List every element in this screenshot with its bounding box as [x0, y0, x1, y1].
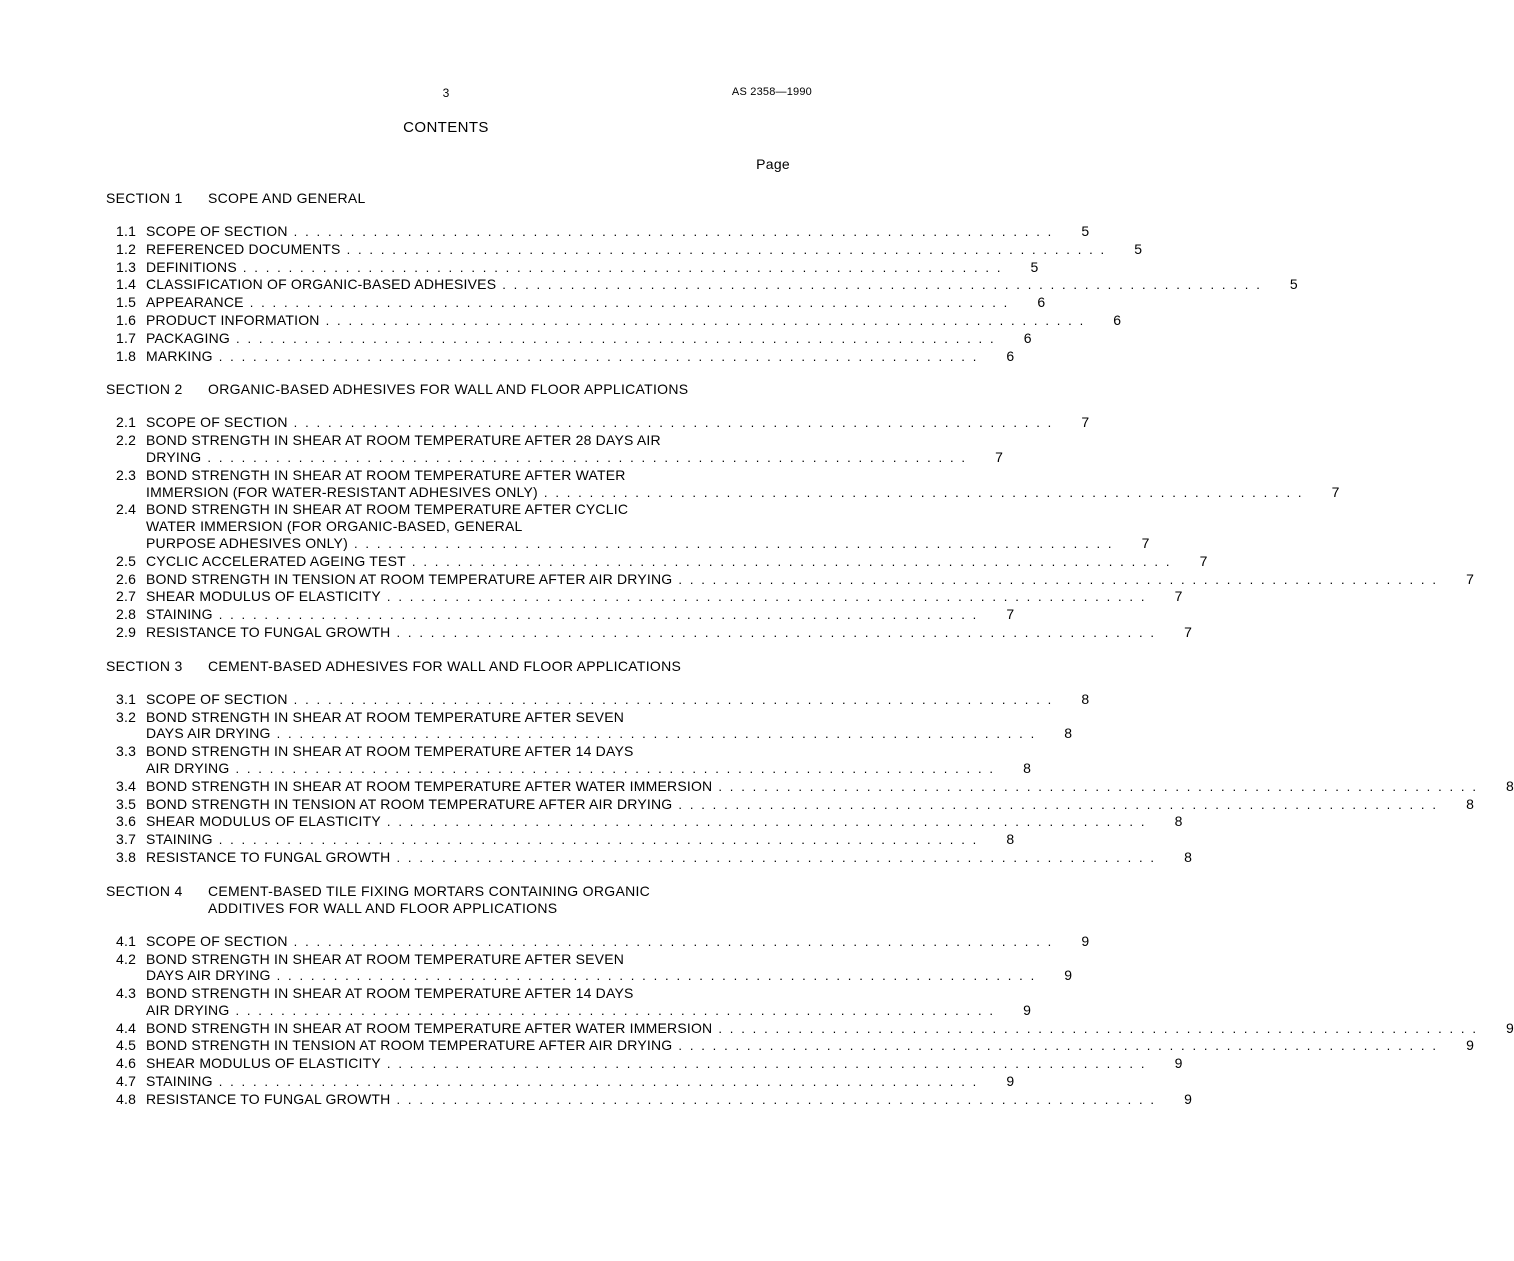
entry-number: 1.3 [116, 258, 137, 275]
toc-entry[interactable] [106, 294, 1046, 312]
dot-leader: . . . . . . . . . . . . . . . . . . . . . . . . . . . . . . . . . . . . . . . . . . . . . . . . . . . . . . . . . . . . . . . . . . . [242, 259, 1003, 275]
entry-title-line: PURPOSE ADHESIVES ONLY) [146, 534, 348, 551]
toc-entry[interactable] [106, 311, 1122, 330]
entry-page-number: 5 [1289, 276, 1298, 293]
entry-body [146, 778, 1514, 796]
section-title-line: ADDITIVES FOR WALL AND FLOOR APPLICATIONS [208, 899, 558, 916]
section-label: SECTION 2 [106, 381, 183, 398]
entry-last-line [146, 588, 1183, 606]
section-label: SECTION 3 [106, 657, 183, 674]
entry-title-line: DEFINITIONS [146, 258, 237, 275]
dot-leader: . . . . . . . . . . . . . . . . . . . . . . . . . . . . . . . . . . . . . . . . . . . . . . . . . . . . . . . . . . . . . . . . . . . [218, 832, 979, 848]
entry-title-line: SHEAR MODULUS OF ELASTICITY [146, 1055, 381, 1072]
entry-page-number: 7 [1174, 588, 1183, 605]
entry-number: 3.3 [116, 743, 137, 760]
entry-body [146, 1055, 1183, 1073]
dot-leader: . . . . . . . . . . . . . . . . . . . . . . . . . . . . . . . . . . . . . . . . . . . . . . . . . . . . . . . . . . . . . . . . . . . [293, 691, 1054, 707]
entry-title-line: BOND STRENGTH IN SHEAR AT ROOM TEMPERATURE AFTER 28 DAYS AIR [146, 432, 661, 449]
section-title [208, 190, 818, 207]
entry-number: 4.7 [116, 1073, 137, 1090]
entry-body [146, 813, 1183, 831]
entry-last-line [146, 813, 1183, 831]
entry-last-line [146, 330, 1032, 348]
entry-title-line: DRYING [146, 448, 202, 465]
toc-entry[interactable] [106, 1073, 1015, 1091]
entry-title-line: AIR DRYING [146, 759, 230, 776]
section-title-line: SCOPE AND GENERAL [208, 190, 366, 206]
dot-leader: . . . . . . . . . . . . . . . . . . . . . . . . . . . . . . . . . . . . . . . . . . . . . . . . . . . . . . . . . . . . . . . . . . . [276, 968, 1037, 984]
toc-entry[interactable] [106, 570, 1475, 589]
entry-page-number: 5 [1134, 240, 1143, 257]
entry-body [146, 348, 1014, 366]
entry-title-line: BOND STRENGTH IN SHEAR AT ROOM TEMPERATURE AFTER CYCLIC [146, 501, 629, 518]
entry-title-line: BOND STRENGTH IN SHEAR AT ROOM TEMPERATURE AFTER 14 DAYS [146, 985, 634, 1002]
toc-entry[interactable] [106, 501, 1150, 552]
entry-last-line [146, 933, 1089, 951]
toc-entry[interactable] [106, 329, 1032, 348]
entry-body [146, 553, 1208, 571]
entry-page-number: 9 [1174, 1055, 1183, 1072]
entry-last-line [146, 571, 1474, 589]
dot-leader: . . . . . . . . . . . . . . . . . . . . . . . . . . . . . . . . . . . . . . . . . . . . . . . . . . . . . . . . . . . . . . . . . . . [218, 348, 979, 364]
entry-page-number: 9 [1006, 1073, 1015, 1090]
standard-number: AS 2358—1990 [731, 86, 812, 98]
entry-body [146, 1073, 1014, 1091]
section-title-line: ORGANIC-BASED ADHESIVES FOR WALL AND FLOOR APPLICATIONS [208, 381, 689, 398]
entry-body [146, 241, 1142, 259]
entry-number: 3.5 [116, 795, 137, 812]
entry-last-line [146, 725, 1072, 743]
section-heading[interactable] [106, 190, 818, 207]
page-column-label: Page [756, 156, 790, 172]
toc-entry[interactable] [106, 950, 1073, 986]
dot-leader: . . . . . . . . . . . . . . . . . . . . . . . . . . . . . . . . . . . . . . . . . . . . . . . . . . . . . . . . . . . . . . . . . . . [353, 535, 1114, 551]
entry-title-line: BOND STRENGTH IN SHEAR AT ROOM TEMPERATURE AFTER SEVEN [146, 708, 625, 725]
toc-entry[interactable] [106, 552, 1208, 571]
toc-entry[interactable] [106, 606, 1015, 624]
entry-body [146, 223, 1089, 241]
toc-entry[interactable] [106, 831, 1015, 849]
entry-body [146, 571, 1474, 589]
section-title [208, 883, 818, 917]
toc-entry[interactable] [106, 777, 1514, 796]
entry-title-line: BOND STRENGTH IN SHEAR AT ROOM TEMPERATURE AFTER WATER IMMERSION [146, 777, 713, 794]
entry-body [146, 501, 1150, 552]
dot-leader: . . . . . . . . . . . . . . . . . . . . . . . . . . . . . . . . . . . . . . . . . . . . . . . . . . . . . . . . . . . . . . . . . . . [236, 330, 996, 346]
toc-entry[interactable] [106, 985, 1032, 1020]
entry-body [146, 691, 1089, 709]
section-title-line: CEMENT-BASED ADHESIVES FOR WALL AND FLOOR APPLICATIONS [208, 657, 682, 674]
entry-title-line: SCOPE OF SECTION [146, 690, 288, 707]
dot-leader: . . . . . . . . . . . . . . . . . . . . . . . . . . . . . . . . . . . . . . . . . . . . . . . . . . . . . . . . . . . . . . . . . . . [218, 1074, 979, 1090]
entry-last-line [146, 1020, 1514, 1038]
entry-title-line: IMMERSION (FOR WATER-RESISTANT ADHESIVES ONLY) [146, 483, 538, 500]
entry-last-line [146, 691, 1089, 709]
entry-number: 2.1 [116, 414, 137, 431]
toc-entry[interactable] [106, 1019, 1514, 1038]
entry-body [146, 985, 1031, 1020]
entry-body [146, 432, 1003, 467]
entry-body [146, 276, 1298, 294]
entry-number: 3.8 [116, 848, 137, 865]
entry-body [146, 933, 1089, 951]
dot-leader: . . . . . . . . . . . . . . . . . . . . . . . . . . . . . . . . . . . . . . . . . . . . . . . . . . . . . . . . . . . . . . . . . . . [207, 449, 968, 465]
entry-number: 4.8 [116, 1090, 137, 1107]
entry-last-line [146, 1037, 1474, 1055]
entry-number: 2.8 [116, 606, 137, 623]
section-label: SECTION 1 [106, 190, 183, 206]
entry-title-line: WATER IMMERSION (FOR ORGANIC-BASED, GENERAL [146, 518, 523, 535]
entry-body [146, 796, 1474, 814]
entry-page-number: 9 [1081, 932, 1090, 949]
entry-number: 1.8 [116, 347, 137, 364]
entry-body [146, 294, 1045, 312]
entry-last-line [146, 553, 1208, 571]
dot-leader: . . . . . . . . . . . . . . . . . . . . . . . . . . . . . . . . . . . . . . . . . . . . . . . . . . . . . . . . . . . . . . . . . . . [235, 1002, 996, 1018]
entry-page-number: 6 [1006, 347, 1015, 364]
entry-page-number: 8 [1184, 848, 1193, 865]
entry-body [146, 414, 1089, 432]
entry-number: 2.2 [116, 432, 137, 449]
entry-number: 1.7 [116, 329, 137, 346]
entry-page-number: 6 [1023, 329, 1032, 346]
entry-body [146, 624, 1192, 642]
entry-title-line: SCOPE OF SECTION [146, 932, 288, 949]
entry-page-number: 9 [1506, 1019, 1514, 1036]
entry-last-line [146, 484, 1340, 502]
entry-last-line [146, 294, 1045, 312]
entry-page-number: 7 [995, 448, 1004, 465]
toc-entry[interactable] [106, 795, 1475, 814]
entry-page-number: 5 [1030, 258, 1039, 275]
entry-body [146, 1020, 1514, 1038]
toc-entry[interactable] [106, 813, 1183, 831]
toc-entry[interactable] [106, 223, 1090, 241]
entry-title-line: CLASSIFICATION OF ORGANIC-BASED ADHESIVES [146, 276, 497, 293]
entry-last-line [146, 831, 1014, 849]
dot-leader: . . . . . . . . . . . . . . . . . . . . . . . . . . . . . . . . . . . . . . . . . . . . . . . . . . . . . . . . . . . . . . . . . . . [325, 312, 1086, 328]
entry-number: 4.4 [116, 1019, 137, 1036]
entry-page-number: 7 [1184, 623, 1193, 640]
entry-title-line: BOND STRENGTH IN SHEAR AT ROOM TEMPERATURE AFTER SEVEN [146, 950, 625, 967]
entry-page-number: 7 [1199, 552, 1208, 569]
entry-number: 3.6 [116, 813, 137, 830]
dot-leader: . . . . . . . . . . . . . . . . . . . . . . . . . . . . . . . . . . . . . . . . . . . . . . . . . . . . . . . . . . . . . . . . . . . [293, 933, 1054, 949]
dot-leader: . . . . . . . . . . . . . . . . . . . . . . . . . . . . . . . . . . . . . . . . . . . . . . . . . . . . . . . . . . . . . . . . . . . [411, 553, 1172, 569]
entry-title-line: AIR DRYING [146, 1001, 230, 1018]
entry-title-line: SCOPE OF SECTION [146, 223, 288, 239]
entry-body [146, 467, 1340, 502]
toc-entry[interactable] [106, 414, 1090, 432]
entry-body [146, 259, 1039, 277]
dot-leader: . . . . . . . . . . . . . . . . . . . . . . . . . . . . . . . . . . . . . . . . . . . . . . . . . . . . . . . . . . . . . . . . . . . [718, 778, 1479, 794]
entry-title-line: BOND STRENGTH IN TENSION AT ROOM TEMPERATURE AFTER AIR DRYING [146, 1037, 673, 1054]
entry-last-line [146, 796, 1474, 814]
entry-body [146, 1037, 1474, 1055]
entry-number: 3.2 [116, 708, 137, 725]
entry-title-line: RESISTANCE TO FUNGAL GROWTH [146, 848, 391, 865]
dot-leader: . . . . . . . . . . . . . . . . . . . . . . . . . . . . . . . . . . . . . . . . . . . . . . . . . . . . . . . . . . . . . . . . . . . [218, 607, 979, 623]
dot-leader: . . . . . . . . . . . . . . . . . . . . . . . . . . . . . . . . . . . . . . . . . . . . . . . . . . . . . . . . . . . . . . . . . . . [396, 624, 1157, 640]
entry-page-number: 8 [1174, 813, 1183, 830]
entry-last-line [146, 259, 1039, 277]
toc-entry[interactable] [106, 347, 1015, 366]
entry-title-line: DAYS AIR DRYING [146, 967, 271, 984]
contents-title: CONTENTS [403, 119, 489, 136]
entry-number: 4.6 [116, 1055, 137, 1072]
toc-entry[interactable] [106, 276, 1298, 294]
entry-title-line: RESISTANCE TO FUNGAL GROWTH [146, 1090, 391, 1107]
toc-entry[interactable] [106, 1055, 1183, 1073]
entry-number: 4.1 [116, 932, 137, 949]
entry-number: 3.7 [116, 831, 137, 848]
toc-entry[interactable] [106, 932, 1090, 951]
entry-title-line: SCOPE OF SECTION [146, 414, 288, 431]
entry-title-line: REFERENCED DOCUMENTS [146, 240, 341, 257]
entry-page-number: 8 [1006, 831, 1015, 848]
dot-leader: . . . . . . . . . . . . . . . . . . . . . . . . . . . . . . . . . . . . . . . . . . . . . . . . . . . . . . . . . . . . . . . . . . . [386, 1056, 1147, 1072]
entry-number: 2.6 [116, 570, 137, 587]
toc-entry[interactable] [106, 466, 1340, 502]
entry-title-line: APPEARANCE [146, 294, 244, 311]
entry-last-line [146, 348, 1014, 366]
toc-entry[interactable] [106, 1090, 1193, 1109]
entry-number: 3.4 [116, 777, 137, 794]
entry-last-line [146, 606, 1014, 624]
entry-last-line [146, 241, 1142, 259]
entry-body [146, 951, 1072, 986]
entry-page-number: 9 [1023, 1001, 1032, 1018]
section-label: SECTION 4 [106, 882, 183, 899]
entry-number: 4.3 [116, 985, 137, 1002]
entry-page-number: 8 [1081, 690, 1090, 707]
entry-title-line: BOND STRENGTH IN SHEAR AT ROOM TEMPERATURE AFTER 14 DAYS [146, 743, 634, 760]
entry-title-line: STAINING [146, 606, 213, 623]
entry-title-line: STAINING [146, 831, 213, 848]
toc-section [106, 657, 1514, 867]
entry-last-line [146, 414, 1089, 432]
entry-last-line [146, 449, 1003, 467]
entry-title-line: SHEAR MODULUS OF ELASTICITY [146, 813, 381, 830]
entry-page-number: 9 [1184, 1090, 1193, 1107]
section-heading[interactable] [106, 381, 818, 398]
entry-page-number: 7 [1331, 483, 1340, 500]
dot-leader: . . . . . . . . . . . . . . . . . . . . . . . . . . . . . . . . . . . . . . . . . . . . . . . . . . . . . . . . . . . . . . . . . . . [386, 814, 1147, 830]
entry-body [146, 606, 1014, 624]
entry-number: 1.6 [116, 311, 137, 328]
entry-page-number: 7 [1081, 414, 1090, 431]
dot-leader: . . . . . . . . . . . . . . . . . . . . . . . . . . . . . . . . . . . . . . . . . . . . . . . . . . . . . . . . . . . . . . . . . . . [543, 484, 1304, 500]
entry-page-number: 9 [1466, 1037, 1475, 1054]
entry-number: 2.3 [116, 466, 137, 483]
dot-leader: . . . . . . . . . . . . . . . . . . . . . . . . . . . . . . . . . . . . . . . . . . . . . . . . . . . . . . . . . . . . . . . . . . . [276, 726, 1037, 742]
entry-last-line [146, 1055, 1183, 1073]
entry-page-number: 8 [1506, 777, 1514, 794]
entry-page-number: 7 [1141, 534, 1150, 551]
entry-page-number: 8 [1064, 725, 1073, 742]
entry-number: 1.5 [116, 294, 137, 311]
entry-last-line [146, 1002, 1031, 1020]
entry-number: 1.1 [116, 223, 137, 239]
entry-number: 4.5 [116, 1037, 137, 1054]
toc-entry[interactable] [106, 258, 1039, 277]
dot-leader: . . . . . . . . . . . . . . . . . . . . . . . . . . . . . . . . . . . . . . . . . . . . . . . . . . . . . . . . . . . . . . . . . . . [249, 295, 1010, 311]
entry-body [146, 330, 1032, 348]
entry-title-line: PACKAGING [146, 329, 231, 346]
entry-number: 3.1 [116, 690, 137, 707]
toc-entry[interactable] [106, 1037, 1475, 1055]
entry-title-line: BOND STRENGTH IN SHEAR AT ROOM TEMPERATURE AFTER WATER [146, 466, 626, 483]
table-of-contents [106, 190, 1514, 1125]
entry-title-line: STAINING [146, 1073, 213, 1090]
entry-number: 4.2 [116, 950, 137, 967]
entry-title-line: MARKING [146, 347, 213, 364]
toc-entry[interactable] [106, 623, 1193, 642]
toc-section [106, 381, 1475, 641]
toc-entry[interactable] [106, 690, 1090, 709]
dot-leader: . . . . . . . . . . . . . . . . . . . . . . . . . . . . . . . . . . . . . . . . . . . . . . . . . . . . . . . . . . . . . . . . . . . [678, 571, 1439, 587]
dot-leader: . . . . . . . . . . . . . . . . . . . . . . . . . . . . . . . . . . . . . . . . . . . . . . . . . . . . . . . . . . . . . . . . . . . [678, 796, 1439, 812]
entry-title-line: SHEAR MODULUS OF ELASTICITY [146, 588, 381, 605]
section-title-line: CEMENT-BASED TILE FIXING MORTARS CONTAINING ORGANIC [208, 882, 651, 899]
entry-number: 2.4 [116, 501, 137, 518]
dot-leader: . . . . . . . . . . . . . . . . . . . . . . . . . . . . . . . . . . . . . . . . . . . . . . . . . . . . . . . . . . . . . . . . . . . [678, 1038, 1439, 1054]
entry-last-line [146, 312, 1121, 330]
entry-last-line [146, 760, 1031, 778]
entry-body [146, 743, 1031, 778]
entry-last-line [146, 967, 1072, 985]
dot-leader: . . . . . . . . . . . . . . . . . . . . . . . . . . . . . . . . . . . . . . . . . . . . . . . . . . . . . . . . . . . . . . . . . . . [386, 589, 1147, 605]
entry-last-line [146, 1091, 1192, 1109]
toc-entry[interactable] [106, 708, 1073, 744]
entry-number: 2.5 [116, 552, 137, 569]
page-number: 3 [442, 86, 450, 100]
entry-last-line [146, 276, 1298, 294]
entry-last-line [146, 535, 1150, 553]
entry-title-line: DAYS AIR DRYING [146, 725, 271, 742]
entry-last-line [146, 223, 1089, 241]
toc-entry[interactable] [106, 743, 1032, 778]
entry-last-line [146, 849, 1192, 867]
entry-body [146, 588, 1183, 606]
dot-leader: . . . . . . . . . . . . . . . . . . . . . . . . . . . . . . . . . . . . . . . . . . . . . . . . . . . . . . . . . . . . . . . . . . . [293, 224, 1054, 239]
entry-last-line [146, 624, 1192, 642]
dot-leader: . . . . . . . . . . . . . . . . . . . . . . . . . . . . . . . . . . . . . . . . . . . . . . . . . . . . . . . . . . . . . . . . . . . [718, 1020, 1479, 1036]
entry-number: 1.4 [116, 276, 137, 293]
dot-leader: . . . . . . . . . . . . . . . . . . . . . . . . . . . . . . . . . . . . . . . . . . . . . . . . . . . . . . . . . . . . . . . . . . . [396, 849, 1157, 865]
dot-leader: . . . . . . . . . . . . . . . . . . . . . . . . . . . . . . . . . . . . . . . . . . . . . . . . . . . . . . . . . . . . . . . . . . . [502, 277, 1262, 293]
section-title [208, 658, 818, 675]
entry-title-line: CYCLIC ACCELERATED AGEING TEST [146, 552, 406, 569]
entry-number: 2.9 [116, 623, 137, 640]
entry-page-number: 9 [1064, 967, 1073, 984]
entry-page-number: 8 [1023, 759, 1032, 776]
entry-page-number: 7 [1466, 570, 1475, 587]
section-heading[interactable] [106, 883, 818, 917]
toc-entry[interactable] [106, 432, 1004, 467]
entry-body [146, 709, 1072, 744]
entry-last-line [146, 778, 1514, 796]
entry-number: 1.2 [116, 240, 137, 257]
toc-section [106, 190, 1298, 365]
entry-body [146, 849, 1192, 867]
section-heading[interactable] [106, 658, 818, 675]
dot-leader: . . . . . . . . . . . . . . . . . . . . . . . . . . . . . . . . . . . . . . . . . . . . . . . . . . . . . . . . . . . . . . . . . . . [346, 241, 1107, 257]
entry-body [146, 1091, 1192, 1109]
toc-section [106, 882, 1514, 1109]
toc-entry[interactable] [106, 240, 1143, 259]
toc-entry[interactable] [106, 848, 1193, 867]
entry-title-line: RESISTANCE TO FUNGAL GROWTH [146, 623, 391, 640]
dot-leader: . . . . . . . . . . . . . . . . . . . . . . . . . . . . . . . . . . . . . . . . . . . . . . . . . . . . . . . . . . . . . . . . . . . [235, 760, 996, 776]
dot-leader: . . . . . . . . . . . . . . . . . . . . . . . . . . . . . . . . . . . . . . . . . . . . . . . . . . . . . . . . . . . . . . . . . . . [293, 415, 1054, 431]
entry-page-number: 6 [1037, 294, 1046, 311]
entry-page-number: 8 [1466, 795, 1475, 812]
entry-title-line: BOND STRENGTH IN TENSION AT ROOM TEMPERATURE AFTER AIR DRYING [146, 570, 673, 587]
entry-page-number: 7 [1006, 606, 1015, 623]
entry-body [146, 312, 1121, 330]
dot-leader: . . . . . . . . . . . . . . . . . . . . . . . . . . . . . . . . . . . . . . . . . . . . . . . . . . . . . . . . . . . . . . . . . . . [396, 1091, 1157, 1107]
entry-number: 2.7 [116, 588, 137, 605]
entry-page-number: 5 [1081, 223, 1090, 239]
section-title [208, 381, 818, 398]
entry-body [146, 831, 1014, 849]
entry-title-line: BOND STRENGTH IN SHEAR AT ROOM TEMPERATURE AFTER WATER IMMERSION [146, 1019, 713, 1036]
entry-last-line [146, 1073, 1014, 1091]
entry-title-line: BOND STRENGTH IN TENSION AT ROOM TEMPERATURE AFTER AIR DRYING [146, 795, 673, 812]
entry-page-number: 6 [1113, 311, 1122, 328]
toc-entry[interactable] [106, 588, 1183, 606]
entry-title-line: PRODUCT INFORMATION [146, 311, 320, 328]
